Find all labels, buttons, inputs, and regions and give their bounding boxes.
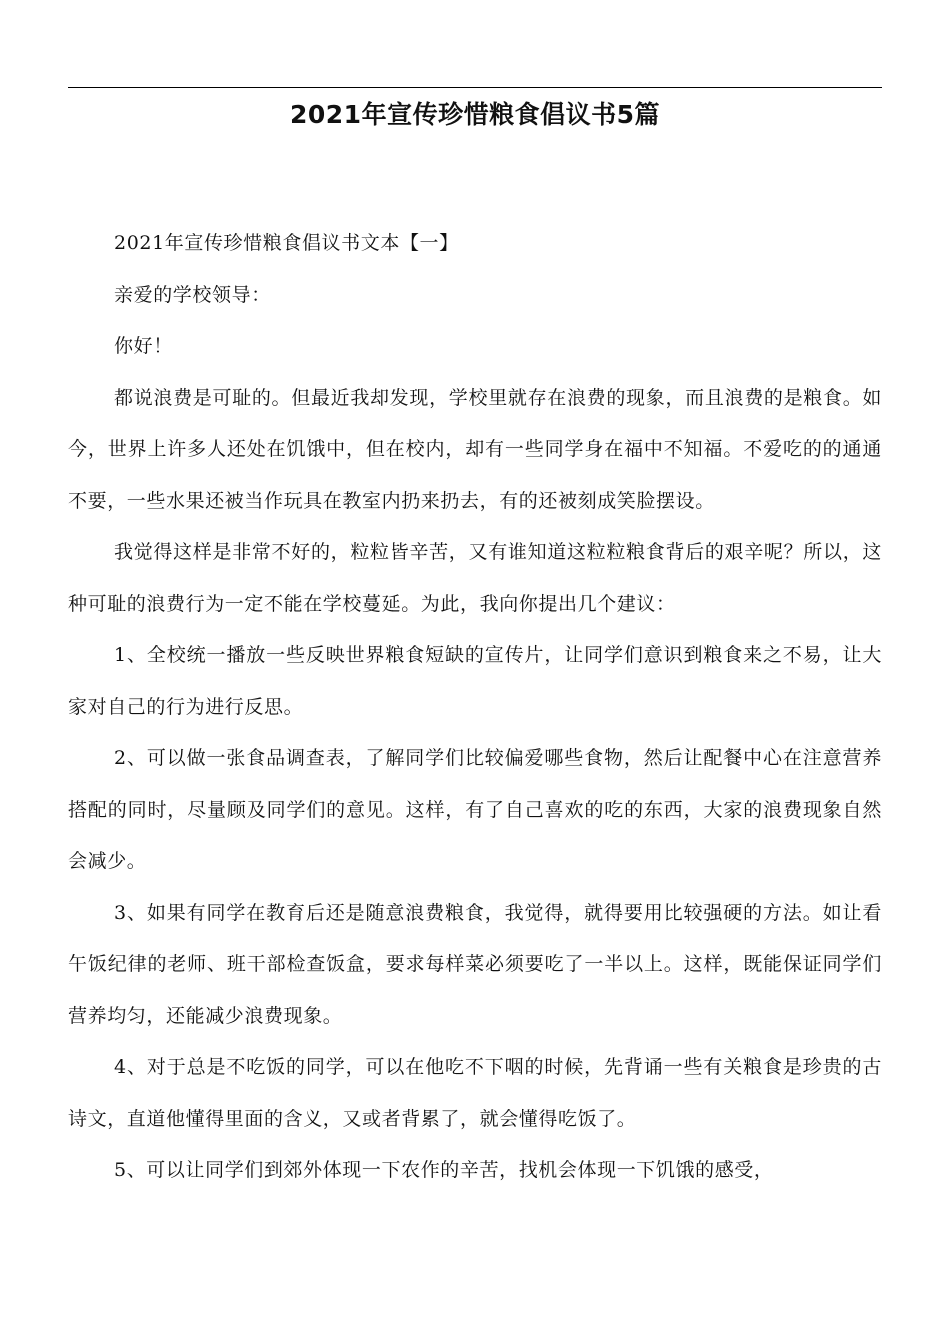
suggestion-item: 2、可以做一张食品调查表，了解同学们比较偏爱哪些食物，然后让配餐中心在注意营养搭配的同时，尽量顾及同学们的意见。这样，有了自己喜欢的吃的东西，大家的浪费现象自然会减少。 [68,747,882,872]
suggestion-item: 1、全校统一播放一些反映世界粮食短缺的宣传片，让同学们意识到粮食来之不易，让大家对自己的行为进行反思。 [68,644,882,718]
suggestion-item: 3、如果有同学在教育后还是随意浪费粮食，我觉得，就得要用比较强硬的方法。如让看午饭纪律的老师、班干部检查饭盒，要求每样菜必须要吃了一半以上。这样，既能保证同学们营养均匀，还能减少浪费现象。 [68,901,882,1027]
suggestion-item: 4、对于总是不吃饭的同学，可以在他吃不下咽的时候，先背诵一些有关粮食是珍贵的古诗文，直道他懂得里面的含义，又或者背累了，就会懂得吃饭了。 [68,1056,882,1130]
document-title: 2021年宣传珍惜粮食倡议书5篇 [290,100,660,129]
body-paragraph: 我觉得这样是非常不好的，粒粒皆辛苦，又有谁知道这粒粒粮食背后的艰辛呢？所以，这种可耻的浪费行为一定不能在学校蔓延。为此，我向你提出几个建议： [68,541,882,615]
salutation: 亲爱的学校领导： [114,283,271,306]
body-paragraph: 都说浪费是可耻的。但最近我却发现，学校里就存在浪费的现象，而且浪费的是粮食。如今，世界上许多人还处在饥饿中，但在校内，却有一些同学身在福中不知福。不爱吃的的通通不要，一些水果还被当作玩具在教室内扔来扔去，有的还被刻成笑脸摆设。 [68,386,882,512]
document-body [68,218,882,1197]
section-heading: 2021年宣传珍惜粮食倡议书文本【一】 [114,232,459,254]
greeting: 你好！ [114,335,173,357]
suggestion-item: 5、可以让同学们到郊外体现一下农作的辛苦，找机会体现一下饥饿的感受， [114,1159,774,1181]
header-rule [68,87,882,88]
